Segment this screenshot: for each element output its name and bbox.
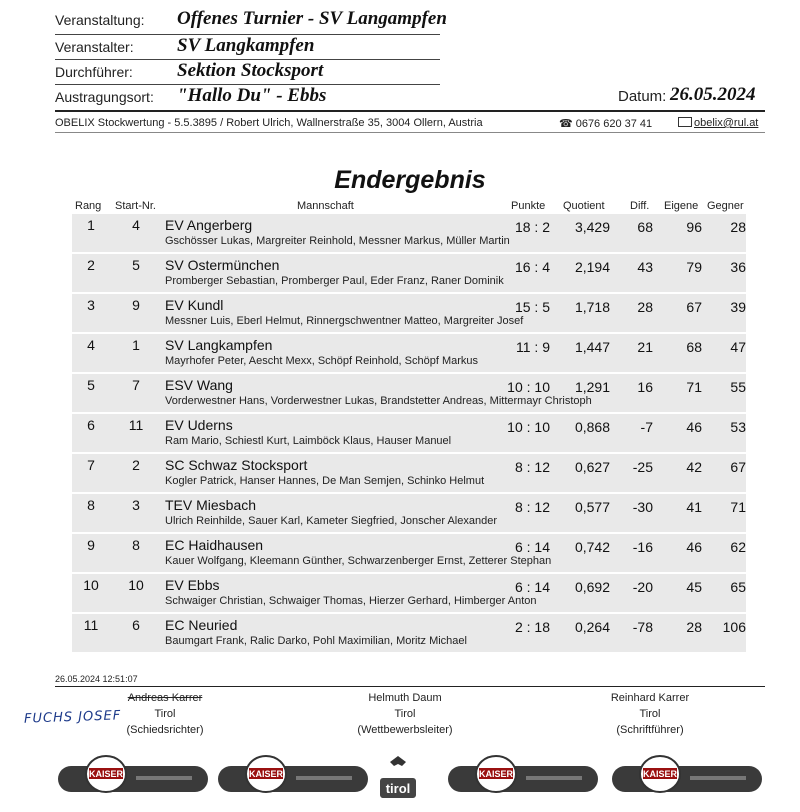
team-players: Mayrhofer Peter, Aescht Mexx, Schöpf Reinhold, Schöpf Markus [165,355,479,367]
team-players: Baumgart Frank, Ralic Darko, Pohl Maximilian, Moritz Michael [165,635,467,647]
diff-cell: -78 [632,619,653,635]
team-players: Ulrich Reinhilde, Sauer Karl, Kameter Siegfried, Jonscher Alexander [165,515,497,527]
result-row [72,214,746,252]
team-name-cell: SV Langkampfen [165,337,273,353]
signature-region: Tirol [639,708,661,720]
col-gegner: Gegner [707,200,744,212]
result-row [72,334,746,372]
signature-role: (Wettbewerbsleiter) [357,724,453,736]
team-name-cell: TEV Miesbach [165,497,257,513]
points-cell: 8 : 12 [514,499,550,515]
team-players: Ram Mario, Schiestl Kurt, Laimböck Klaus, Hauser Manuel [165,435,452,447]
rank-cell: 8 [87,497,95,513]
veranstalter-label: Veranstalter: [55,39,134,55]
signature-region: Tirol [154,708,176,720]
phone-info [559,117,652,130]
diff-cell: -20 [632,579,653,595]
rank-cell: 6 [87,417,95,433]
points-cell: 16 : 4 [514,259,550,275]
result-row [72,254,746,292]
diff-cell: -16 [632,539,653,555]
durchfuehrer-label: Durchführer: [55,64,133,80]
team-players: Kogler Patrick, Hanser Hannes, De Man Semjen, Schinko Helmut [165,475,485,487]
start-number-cell: 6 [132,617,140,633]
rank-cell: 5 [87,377,95,393]
austragungsort-value: "Hallo Du" - Ebbs [177,85,327,106]
result-row [72,414,746,452]
diff-cell: -7 [640,419,653,435]
quotient-cell: 1,447 [574,339,610,355]
result-row [72,614,746,652]
opponent-score-cell: 106 [722,619,746,635]
footer-rule [55,686,765,687]
own-score-cell: 67 [686,299,702,315]
start-number-cell: 11 [128,417,144,433]
opponent-score-cell: 39 [730,299,746,315]
own-score-cell: 45 [686,579,702,595]
opponent-score-cell: 36 [730,259,746,275]
result-row [72,574,746,612]
diff-cell: -25 [632,459,653,475]
result-row [72,534,746,572]
austragungsort-label: Austragungsort: [55,89,154,105]
result-row [72,454,746,492]
diff-cell: 43 [637,259,653,275]
team-name-cell: SC Schwaz Stocksport [165,457,308,473]
team-name-cell: EV Ebbs [165,577,220,593]
col-rang: Rang [75,200,102,212]
own-score-cell: 46 [686,539,702,555]
points-cell: 15 : 5 [514,299,550,315]
opponent-score-cell: 53 [730,419,746,435]
opponent-score-cell: 62 [730,539,746,555]
page-title: Endergebnis [334,166,486,194]
timestamp: 26.05.2024 12:51:07 [55,674,138,684]
kaiser-logo-text: KAISER [642,769,678,779]
points-cell: 6 : 14 [514,579,550,595]
quotient-cell: 2,194 [574,259,610,275]
points-cell: 8 : 12 [514,459,550,475]
email-address: obelix@rul.at [694,117,759,129]
team-players: Kauer Wolfgang, Kleemann Günther, Schwarzenberger Ernst, Zetterer Stephan [165,555,552,567]
col-start: Start-Nr. [115,200,156,212]
quotient-cell: 0,868 [574,419,610,435]
team-players: Vorderwestner Hans, Vorderwestner Lukas, Brandstetter Andreas, Mittermayr Christoph [165,395,592,407]
signature-role: (Schiedsrichter) [126,724,204,736]
phone-icon: ☎ [559,118,573,130]
rank-cell: 4 [87,337,95,353]
signature-schriftfuehrer [565,690,735,738]
own-score-cell: 46 [686,419,702,435]
col-quotient: Quotient [563,200,605,212]
diff-cell: 28 [637,299,653,315]
quotient-cell: 0,577 [574,499,610,515]
team-name-cell: ESV Wang [165,377,233,393]
quotient-cell: 0,264 [574,619,610,635]
rank-cell: 11 [83,617,99,633]
durchfuehrer-value: Sektion Stocksport [177,60,324,81]
opponent-score-cell: 71 [730,499,746,515]
phone-number: 0676 620 37 41 [575,118,653,130]
opponent-score-cell: 55 [730,379,746,395]
kaiser-logo [218,752,368,800]
tirol-logo-text: tirol [385,781,411,796]
own-score-cell: 68 [686,339,702,355]
quotient-cell: 0,742 [574,539,610,555]
points-cell: 2 : 18 [514,619,550,635]
header-rule [55,110,765,112]
diff-cell: -30 [632,499,653,515]
start-number-cell: 5 [132,257,140,273]
opponent-score-cell: 47 [730,339,746,355]
team-name-cell: EV Kundl [165,297,224,313]
tirol-logo [378,752,418,800]
quotient-cell: 1,718 [574,299,610,315]
opponent-score-cell: 28 [730,219,746,235]
col-diff: Diff. [630,200,650,212]
diff-cell: 21 [637,339,653,355]
veranstaltung-value: Offenes Turnier - SV Langampfen [177,8,447,29]
team-players: Promberger Sebastian, Promberger Paul, Eder Franz, Raner Dominik [165,275,504,287]
kaiser-logo-text: KAISER [88,769,124,779]
start-number-cell: 4 [132,217,140,233]
team-players: Gschösser Lukas, Margreiter Reinhold, Messner Markus, Müller Martin [165,235,510,247]
date-label: Datum: [618,88,667,105]
team-players: Schwaiger Christian, Schwaiger Thomas, Hierzer Gerhard, Himberger Anton [165,595,537,607]
own-score-cell: 96 [686,219,702,235]
signature-name: Helmuth Daum [368,692,442,704]
quotient-cell: 1,291 [574,379,610,395]
rank-cell: 2 [87,257,95,273]
date-value: 26.05.2024 [670,84,756,105]
kaiser-logo [58,752,208,800]
obelix-info: OBELIX Stockwertung - 5.5.3895 / Robert Ulrich, Wallnerstraße 35, 3004 Ollern, Austria [55,117,483,129]
start-number-cell: 10 [128,577,144,593]
col-punkte: Punkte [511,200,546,212]
handwritten-name: FUCHS JOSEF [23,708,122,727]
email-icon [678,117,692,127]
result-row [72,374,746,412]
team-name-cell: SV Ostermünchen [165,257,280,273]
kaiser-logo-text: KAISER [478,769,514,779]
rank-cell: 7 [87,457,95,473]
own-score-cell: 41 [686,499,702,515]
team-name-cell: EV Angerberg [165,217,253,233]
veranstalter-value: SV Langkampfen [177,35,315,56]
quotient-cell: 3,429 [574,219,610,235]
start-number-cell: 2 [132,457,140,473]
quotient-cell: 0,692 [574,579,610,595]
points-cell: 10 : 10 [507,419,550,435]
team-name-cell: EV Uderns [165,417,233,433]
signature-name: Andreas Karrer [127,692,203,704]
signature-wettbewerbsleiter [320,690,490,738]
own-score-cell: 79 [686,259,702,275]
points-cell: 6 : 14 [514,539,550,555]
start-number-cell: 1 [132,337,140,353]
rank-cell: 10 [83,577,99,593]
email-info [678,117,758,129]
divider [55,132,765,133]
start-number-cell: 3 [132,497,140,513]
start-number-cell: 9 [132,297,140,313]
own-score-cell: 28 [686,619,702,635]
signature-region: Tirol [394,708,416,720]
team-players: Messner Luis, Eberl Helmut, Rinnergschwentner Matteo, Margreiter Josef [165,315,524,327]
points-cell: 11 : 9 [516,339,550,355]
quotient-cell: 0,627 [574,459,610,475]
rank-cell: 9 [87,537,95,553]
result-row [72,294,746,332]
signature-role: (Schriftführer) [616,724,684,736]
opponent-score-cell: 67 [730,459,746,475]
start-number-cell: 8 [132,537,140,553]
diff-cell: 68 [637,219,653,235]
team-name-cell: EC Haidhausen [165,537,264,553]
kaiser-logo-text: KAISER [248,769,284,779]
diff-cell: 16 [637,379,653,395]
col-team: Mannschaft [297,200,354,212]
veranstaltung-label: Veranstaltung: [55,12,145,28]
own-score-cell: 71 [686,379,702,395]
opponent-score-cell: 65 [730,579,746,595]
start-number-cell: 7 [132,377,140,393]
kaiser-logo [612,752,762,800]
col-eigene: Eigene [664,200,699,212]
own-score-cell: 42 [686,459,702,475]
rank-cell: 1 [87,217,95,233]
points-cell: 10 : 10 [507,379,550,395]
team-name-cell: EC Neuried [165,617,238,633]
points-cell: 18 : 2 [514,219,550,235]
rank-cell: 3 [87,297,95,313]
signature-name: Reinhard Karrer [610,692,690,704]
result-row [72,494,746,532]
kaiser-logo [448,752,598,800]
